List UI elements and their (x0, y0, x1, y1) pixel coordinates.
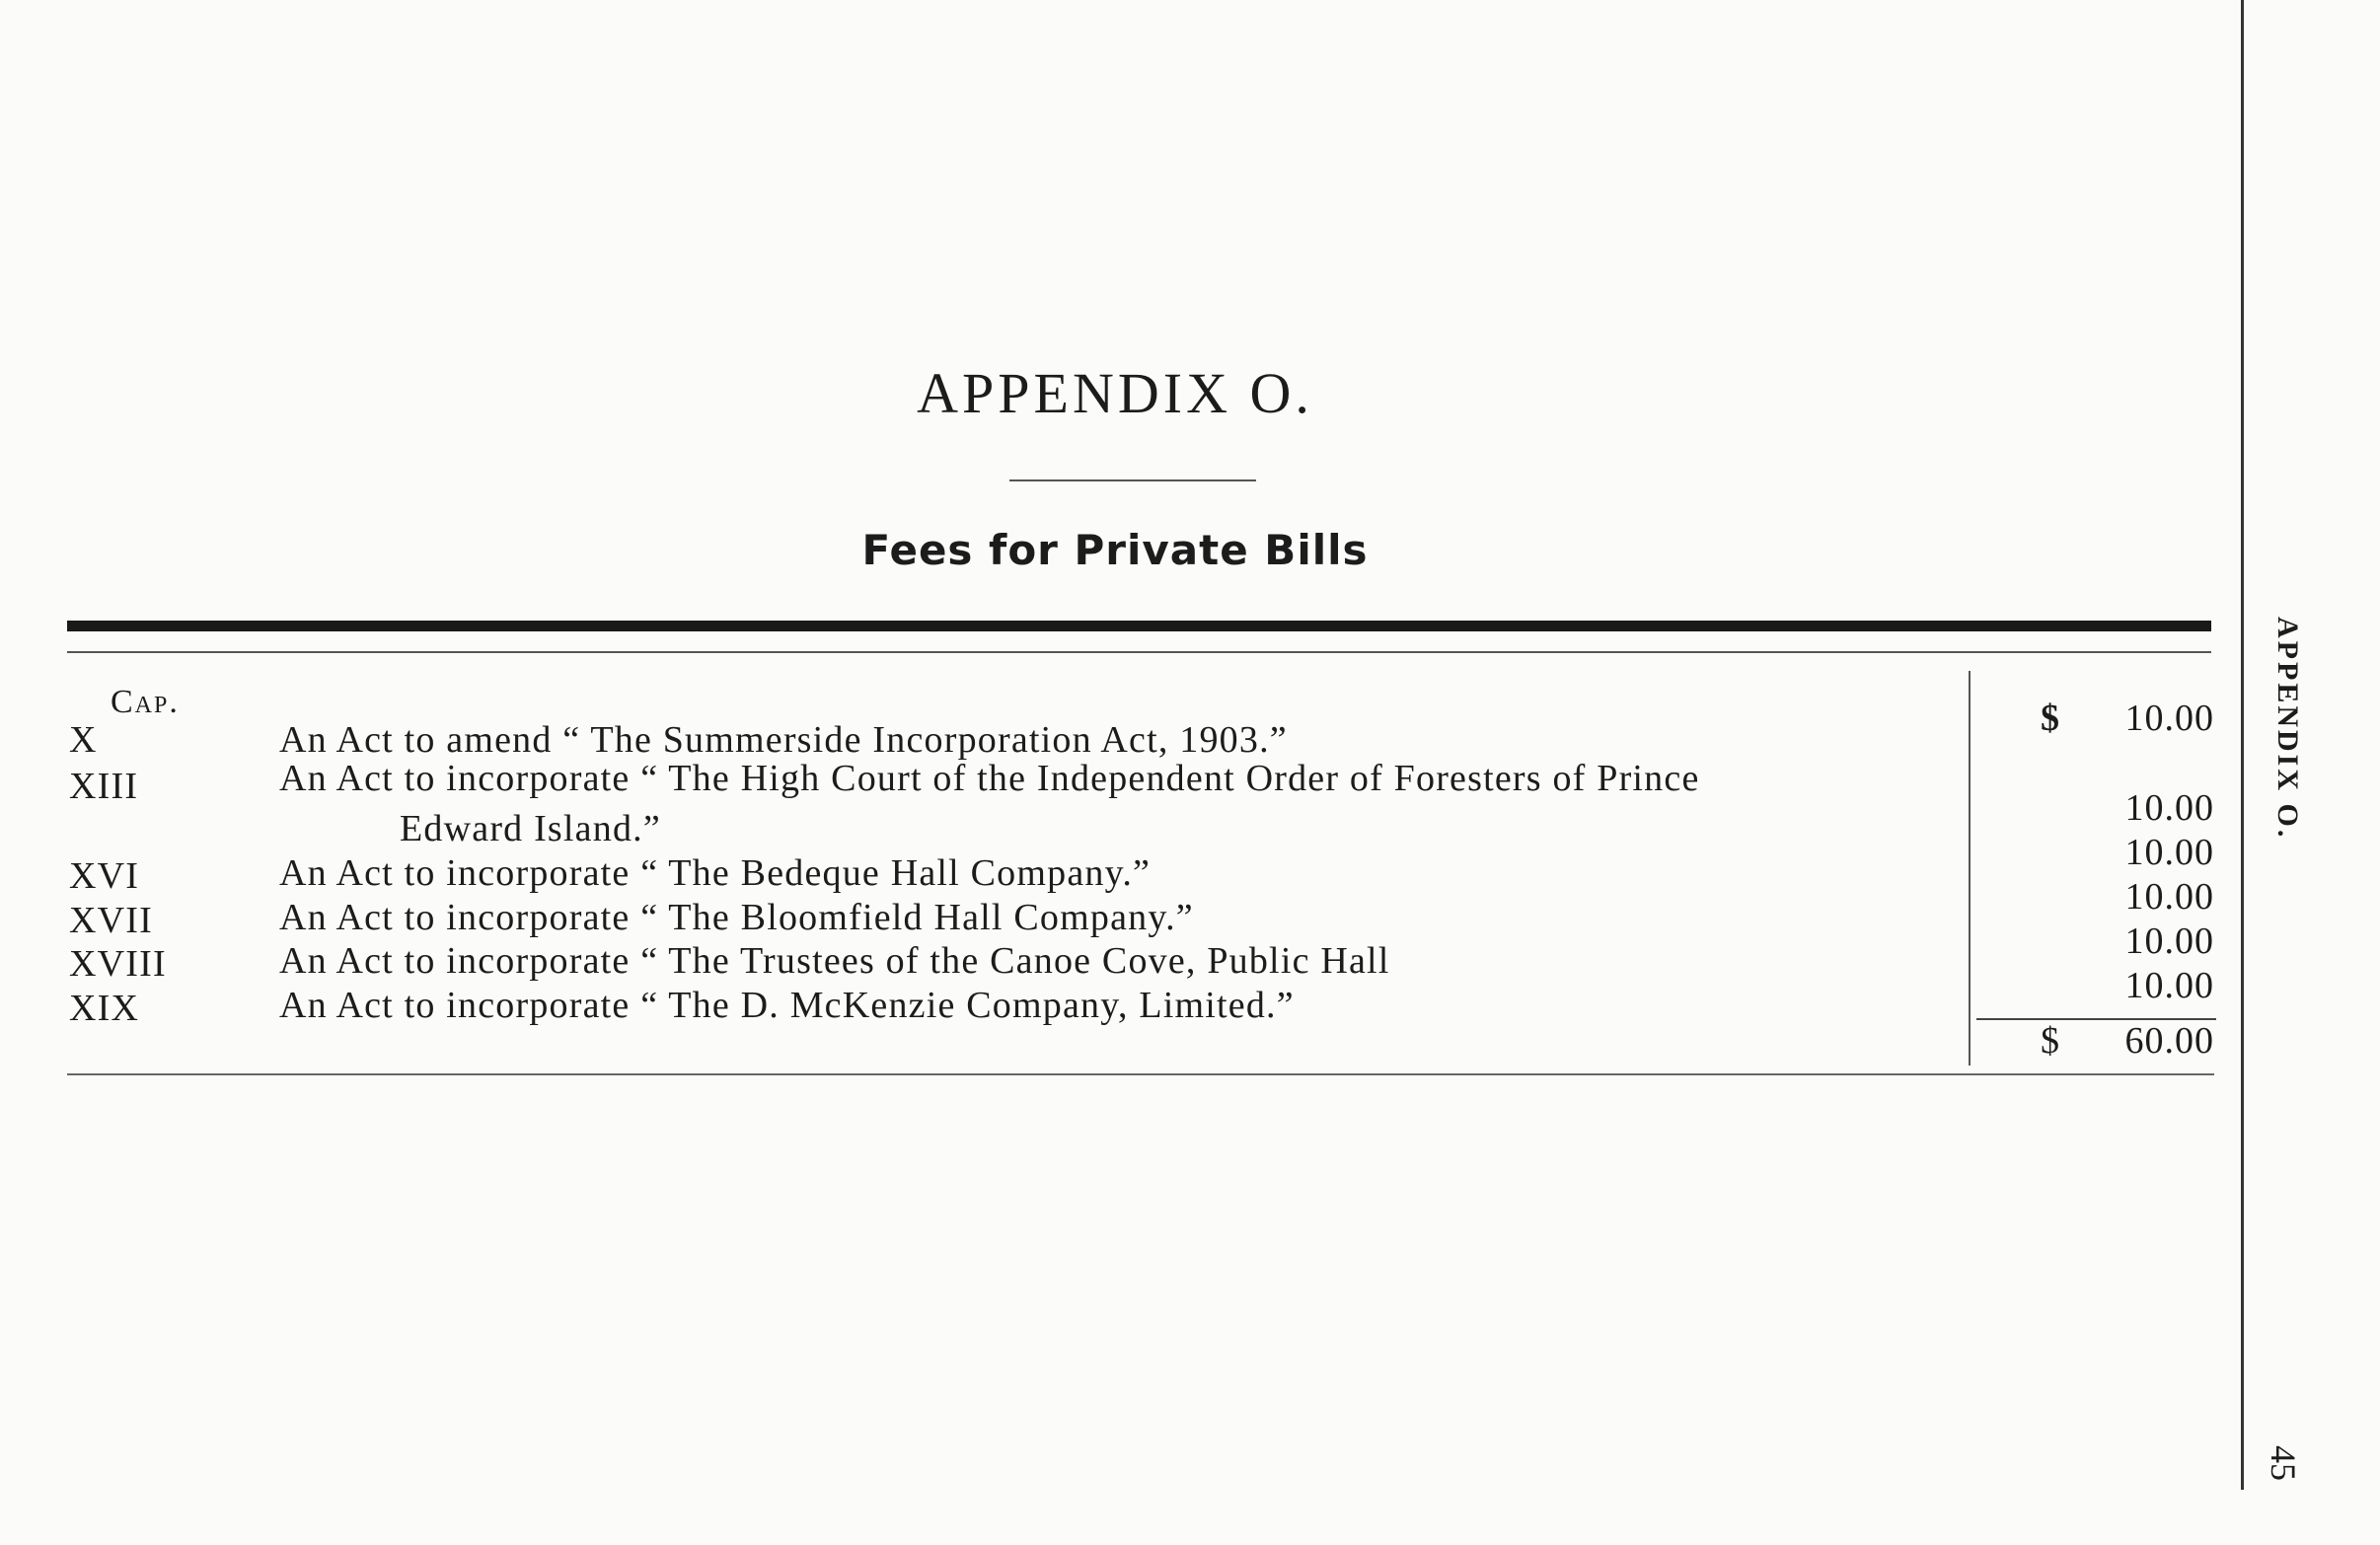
fee-amount: 10.00 (2124, 920, 2214, 962)
cap-column-header: Cap. (111, 684, 180, 720)
cap-number: XIX (69, 988, 140, 1029)
total-amount: 60.00 (2124, 1020, 2214, 1062)
fee-amount: 10.00 (2124, 832, 2214, 873)
act-title: An Act to incorporate “ The Bloomfield Hall Company.” (279, 897, 1194, 938)
table-top-thick-rule (67, 621, 2211, 631)
page-title: APPENDIX O. (917, 361, 1313, 425)
fee-amount: 10.00 (2124, 876, 2214, 918)
fee-amount: 10.00 (2124, 965, 2214, 1006)
amount-column-divider (1969, 671, 1971, 1066)
cap-number: XVII (69, 900, 153, 941)
title-divider (1009, 479, 1256, 481)
table-top-thin-rule (67, 651, 2211, 653)
cap-number: XVI (69, 855, 140, 897)
running-head: APPENDIX O. (2271, 617, 2304, 841)
page-subtitle: Fees for Private Bills (861, 526, 1369, 574)
fee-amount: 10.00 (2124, 787, 2214, 829)
act-title-continued: Edward Island.” (400, 808, 661, 849)
fee-amount: 10.00 (2124, 698, 2214, 739)
page-number: 45 (2264, 1445, 2303, 1481)
margin-rule (2241, 0, 2244, 1490)
act-title: An Act to amend “ The Summerside Incorporation Act, 1903.” (279, 719, 1288, 761)
act-title: An Act to incorporate “ The Bedeque Hall Company.” (279, 852, 1152, 894)
cap-number: XIII (69, 766, 139, 807)
total-currency-symbol: $ (2041, 1020, 2059, 1062)
cap-number: X (69, 719, 98, 761)
table-bottom-rule (67, 1073, 2214, 1075)
cap-number: XVIII (69, 943, 167, 985)
act-title: An Act to incorporate “ The D. McKenzie Company, Limited.” (279, 985, 1295, 1026)
act-title: An Act to incorporate “ The High Court of the Independent Order of Foresters of Prince (279, 758, 1700, 799)
currency-symbol: $ (2041, 698, 2059, 739)
act-title: An Act to incorporate “ The Trustees of the Canoe Cove, Public Hall (279, 940, 1390, 982)
